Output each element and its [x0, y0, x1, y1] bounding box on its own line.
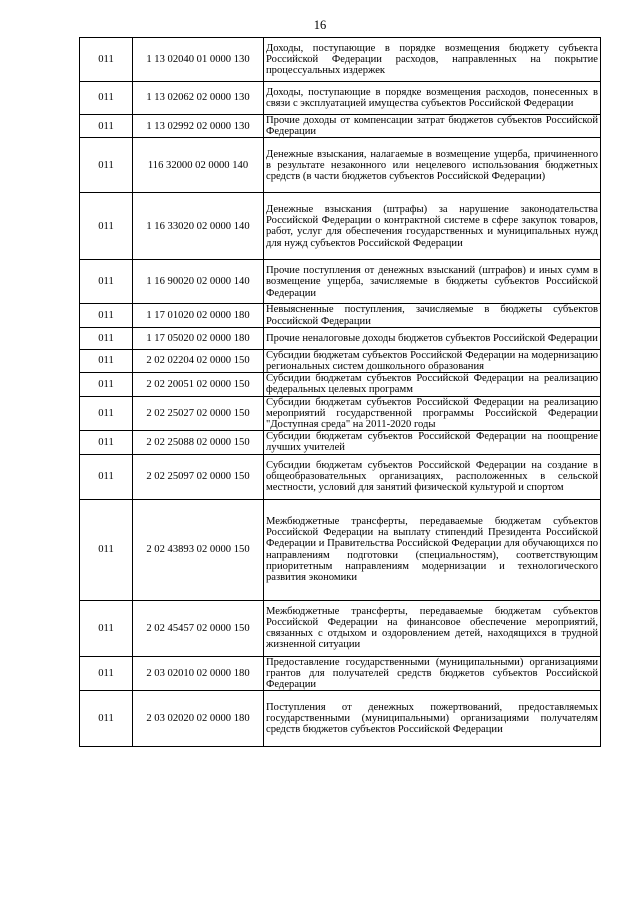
- budget-classification-code-cell: 1 13 02040 01 0000 130: [133, 38, 264, 82]
- budget-classification-code-cell: 2 03 02010 02 0000 180: [133, 656, 264, 691]
- admin-code-cell: 011: [80, 260, 133, 304]
- budget-classification-code-cell: 2 03 02020 02 0000 180: [133, 691, 264, 747]
- budget-classification-code-cell: 2 02 25088 02 0000 150: [133, 431, 264, 454]
- income-name-cell: Доходы, поступающие в порядке возмещения расходов, понесенных в связи с эксплуатацией имущества субъектов Российской Федерации: [264, 82, 601, 115]
- income-name-cell: Невыясненные поступления, зачисляемые в бюджеты субъектов Российской Федерации: [264, 304, 601, 327]
- table-row: [80, 304, 601, 327]
- budget-codes-table: [79, 37, 601, 747]
- table-row: [80, 349, 601, 372]
- admin-code-cell: 011: [80, 349, 133, 372]
- table-row: [80, 260, 601, 304]
- budget-classification-code-cell: 2 02 45457 02 0000 150: [133, 600, 264, 656]
- income-name-cell: Межбюджетные трансферты, передаваемые бюджетам субъектов Российской Федерации на выплату стипендий Президента Российской Федерации и Правительства Российской Федерации для обучающихся по направлениям подготовки (специальностям), соответствующим приоритетным направлениям модернизации и технологического развития экономики: [264, 499, 601, 600]
- budget-classification-code-cell: 1 13 02992 02 0000 130: [133, 115, 264, 138]
- admin-code-cell: 011: [80, 193, 133, 260]
- table-row: [80, 396, 601, 431]
- table-row: [80, 82, 601, 115]
- admin-code-cell: 011: [80, 499, 133, 600]
- income-name-cell: Денежные взыскания (штрафы) за нарушение законодательства Российской Федерации о контрактной системе в сфере закупок товаров, работ, услуг для обеспечения государственных и муниципальных нужд для нужд субъектов Российской Федерации: [264, 193, 601, 260]
- budget-classification-code-cell: 2 02 20051 02 0000 150: [133, 373, 264, 396]
- admin-code-cell: 011: [80, 431, 133, 454]
- admin-code-cell: 011: [80, 656, 133, 691]
- income-name-cell: Межбюджетные трансферты, передаваемые бюджетам субъектов Российской Федерации на финансовое обеспечение мероприятий, связанных с отдыхом и оздоровлением детей, находящихся в трудной жизненной ситуации: [264, 600, 601, 656]
- table-row: [80, 691, 601, 747]
- income-name-cell: Предоставление государственными (муниципальными) организациями грантов для получателей средств бюджетов субъектов Российской Федерации: [264, 656, 601, 691]
- income-name-cell: Субсидии бюджетам субъектов Российской Федерации на создание в общеобразовательных организациях, расположенных в сельской местности, условий для занятий физической культурой и спортом: [264, 454, 601, 499]
- budget-classification-code-cell: 2 02 02204 02 0000 150: [133, 349, 264, 372]
- budget-classification-code-cell: 2 02 25097 02 0000 150: [133, 454, 264, 499]
- income-name-cell: Субсидии бюджетам субъектов Российской Федерации на поощрение лучших учителей: [264, 431, 601, 454]
- admin-code-cell: 011: [80, 327, 133, 349]
- income-name-cell: Субсидии бюджетам субъектов Российской Федерации на реализацию федеральных целевых программ: [264, 373, 601, 396]
- table-row: [80, 138, 601, 193]
- income-name-cell: Поступления от денежных пожертвований, предоставляемых государственными (муниципальными) организациями получателям средств бюджетов субъектов Российской Федерации: [264, 691, 601, 747]
- budget-classification-code-cell: 2 02 25027 02 0000 150: [133, 396, 264, 431]
- admin-code-cell: 011: [80, 304, 133, 327]
- admin-code-cell: 011: [80, 138, 133, 193]
- budget-classification-code-cell: 1 16 33020 02 0000 140: [133, 193, 264, 260]
- income-name-cell: Субсидии бюджетам субъектов Российской Федерации на модернизацию региональных систем дошкольного образования: [264, 349, 601, 372]
- income-name-cell: Прочие неналоговые доходы бюджетов субъектов Российской Федерации: [264, 327, 601, 349]
- table-row: [80, 38, 601, 82]
- admin-code-cell: 011: [80, 38, 133, 82]
- admin-code-cell: 011: [80, 373, 133, 396]
- income-name-cell: Прочие доходы от компенсации затрат бюджетов субъектов Российской Федерации: [264, 115, 601, 138]
- income-name-cell: Денежные взыскания, налагаемые в возмещение ущерба, причиненного в результате незаконного или нецелевого использования бюджетных средств (в части бюджетов субъектов Российской Федерации): [264, 138, 601, 193]
- table-row: [80, 115, 601, 138]
- income-name-cell: Доходы, поступающие в порядке возмещения бюджету субъекта Российской Федерации расходов, направленных на покрытие процессуальных издержек: [264, 38, 601, 82]
- admin-code-cell: 011: [80, 82, 133, 115]
- table-row: [80, 373, 601, 396]
- table-row: [80, 431, 601, 454]
- table-row: [80, 327, 601, 349]
- budget-classification-code-cell: 2 02 43893 02 0000 150: [133, 499, 264, 600]
- income-name-cell: Субсидии бюджетам субъектов Российской Федерации на реализацию мероприятий государственной программы Российской Федерации "Доступная среда" на 2011-2020 годы: [264, 396, 601, 431]
- table-row: [80, 656, 601, 691]
- table-row: [80, 499, 601, 600]
- budget-classification-code-cell: 1 17 05020 02 0000 180: [133, 327, 264, 349]
- page-number: 16: [313, 18, 327, 32]
- admin-code-cell: 011: [80, 115, 133, 138]
- table-row: [80, 193, 601, 260]
- budget-classification-code-cell: 1 17 01020 02 0000 180: [133, 304, 264, 327]
- admin-code-cell: 011: [80, 600, 133, 656]
- budget-classification-code-cell: 116 32000 02 0000 140: [133, 138, 264, 193]
- table-row: [80, 454, 601, 499]
- budget-classification-code-cell: 1 16 90020 02 0000 140: [133, 260, 264, 304]
- budget-classification-code-cell: 1 13 02062 02 0000 130: [133, 82, 264, 115]
- income-name-cell: Прочие поступления от денежных взысканий (штрафов) и иных сумм в возмещение ущерба, зачисляемые в бюджеты субъектов Российской Федерации: [264, 260, 601, 304]
- admin-code-cell: 011: [80, 691, 133, 747]
- admin-code-cell: 011: [80, 454, 133, 499]
- table-row: [80, 600, 601, 656]
- admin-code-cell: 011: [80, 396, 133, 431]
